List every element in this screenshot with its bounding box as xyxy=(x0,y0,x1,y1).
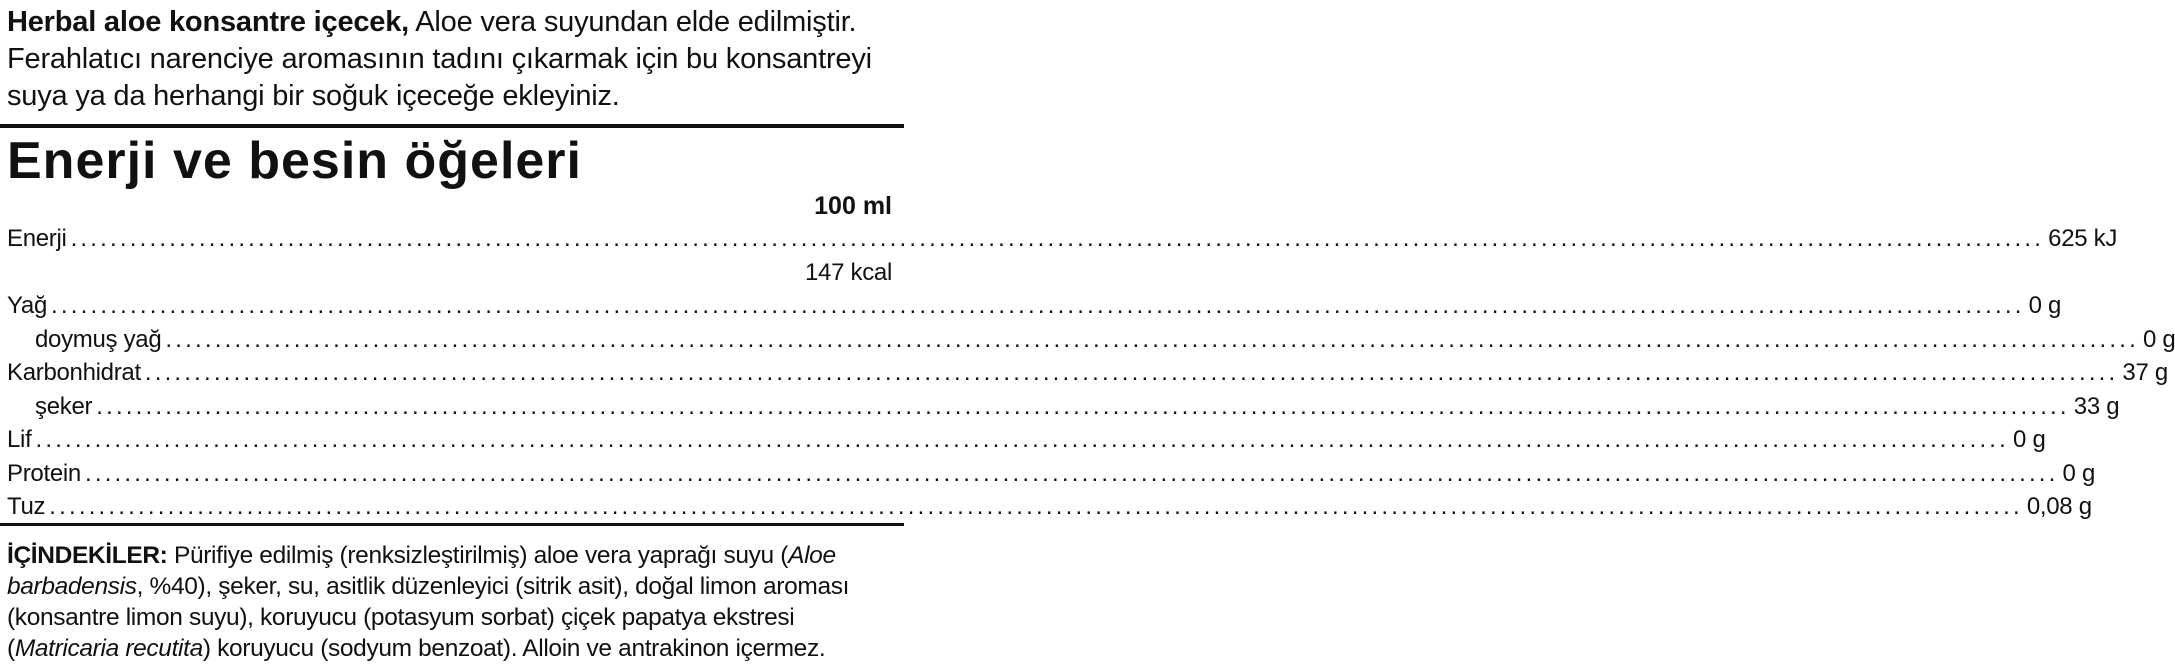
nutrition-row-label: doymuş yağ xyxy=(35,325,162,353)
nutrition-row xyxy=(7,289,2062,323)
dot-leader: ........................................................................................................................................................................................................ xyxy=(165,325,2139,353)
nutrition-row-value: 625 kJ xyxy=(2048,225,2118,252)
nutrition-row-value: 0 g xyxy=(2028,292,2062,319)
nutrition-title: Enerji ve besin öğeleri xyxy=(7,132,582,190)
ingredients-text xyxy=(7,540,897,664)
nutrition-row xyxy=(7,323,2175,357)
nutrition-row xyxy=(7,390,2120,424)
product-description-text: Aloe vera suyundan elde edilmiştir. Ferahlatıcı narenciye aromasının tadını çıkarmak için bu konsantreyi suya ya da herhangi bir soğuk içeceğe ekleyiniz. xyxy=(7,6,872,112)
product-name: Herbal aloe konsantre içecek, xyxy=(7,6,410,38)
nutrition-row-value: 147 kcal xyxy=(805,258,892,286)
nutrition-row-label: Tuz xyxy=(7,493,46,520)
ingredients-part-3: ) koruyucu (sodyum benzoat). Alloin ve antrakinon içermez. xyxy=(202,635,826,662)
nutrition-row-value: 0 g xyxy=(2062,459,2096,487)
dot-leader: ........................................................................................................................................................................................................ xyxy=(49,493,2023,520)
nutrition-row-label: Lif xyxy=(7,426,32,453)
divider-bottom xyxy=(0,523,904,526)
dot-leader: ........................................................................................................................................................................................................ xyxy=(51,292,2025,319)
nutrition-row-label: Enerji xyxy=(7,225,67,252)
nutrition-row-label: Karbonhidrat xyxy=(7,359,141,386)
nutrition-row xyxy=(7,423,2046,457)
nutrition-row-value: 33 g xyxy=(2073,392,2120,420)
ingredients-italic-1: Aloe barbadensis xyxy=(7,542,836,600)
nutrition-row-label: şeker xyxy=(35,392,93,420)
ingredients-heading: İÇİNDEKİLER: xyxy=(7,542,168,569)
dot-leader: ........................................................................................................................................................................................................ xyxy=(144,359,2119,386)
ingredients-italic-2: Matricaria recutita xyxy=(14,635,203,662)
nutrition-row xyxy=(7,457,2096,491)
nutrition-row-label: Protein xyxy=(7,459,81,487)
nutrition-row xyxy=(7,490,2092,524)
nutrition-row-value: 37 g xyxy=(2122,359,2168,386)
nutrition-row xyxy=(7,356,2168,390)
nutrition-row-value: 0,08 g xyxy=(2026,493,2092,520)
dot-leader: ........................................................................................................................................................................................................ xyxy=(84,459,2059,487)
dot-leader: ........................................................................................................................................................................................................ xyxy=(35,426,2010,453)
ingredients-part-2: , %40), şeker, su, asitlik düzenleyici (sitrik asit), doğal limon aroması (konsantre limon suyu), koruyucu (potasyum sorbat) çiçek papatya ekstresi ( xyxy=(7,573,850,662)
divider-top xyxy=(0,124,904,128)
nutrition-row xyxy=(7,222,2118,256)
nutrition-column-header: 100 ml xyxy=(814,192,892,220)
ingredients-part-1: Pürifiye edilmiş (renksizleştirilmiş) aloe vera yaprağı suyu ( xyxy=(167,542,789,569)
product-description xyxy=(7,4,897,115)
nutrition-table xyxy=(7,222,2175,524)
nutrition-row-value: 0 g xyxy=(2143,325,2175,353)
dot-leader: ........................................................................................................................................................................................................ xyxy=(70,225,2045,252)
nutrition-row-value: 0 g xyxy=(2013,426,2046,453)
nutrition-row xyxy=(7,256,892,290)
dot-leader: ........................................................................................................................................................................................................ xyxy=(96,392,2070,420)
nutrition-row-label: Yağ xyxy=(7,292,48,319)
